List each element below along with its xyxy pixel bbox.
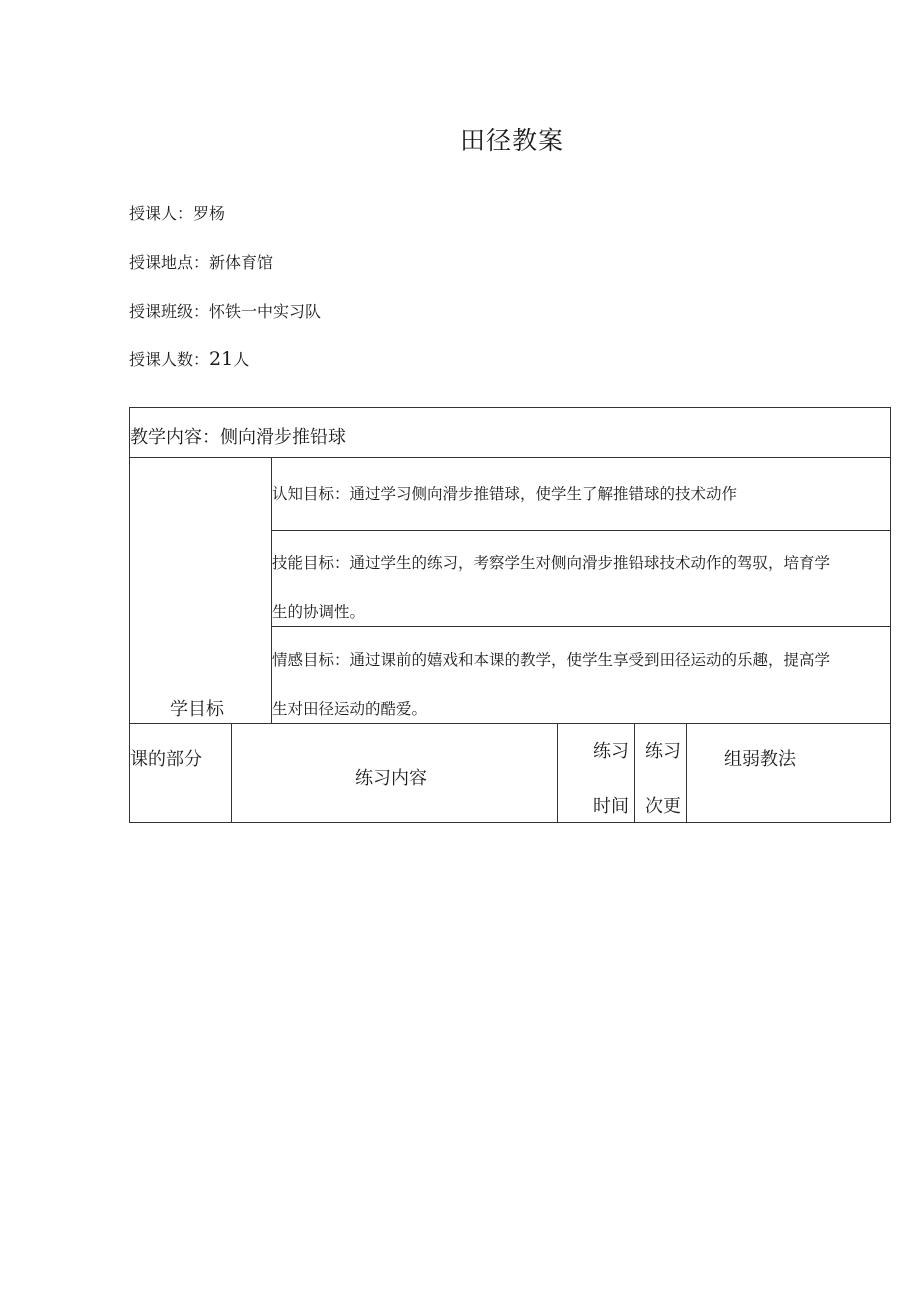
table-border-bottom (129, 822, 891, 823)
header-exercise-time-line2: 时间 (593, 796, 629, 817)
goal-affective (272, 636, 892, 734)
header-exercise-reps-line2: 次更 (645, 796, 681, 817)
header-column-divider (634, 723, 635, 823)
teacher-line (129, 201, 225, 224)
location-label: 授课地点： (129, 253, 210, 272)
goal-skill-line1: 技能目标：通过学生的练习，考察学生对侧向滑步推铅球技术动作的驾驭，培育学 (272, 554, 831, 572)
teacher-value: 罗杨 (193, 204, 226, 223)
teacher-label: 授课人： (129, 204, 194, 223)
count-label: 授课人数： (129, 350, 210, 369)
goal-affective-line2: 生对田径运动的酷爱。 (272, 700, 428, 718)
goal-affective-line1: 情感目标：通过课前的嬉戏和本课的教学，使学生享受到田径运动的乐趣，提高学 (272, 651, 831, 669)
header-lesson-part: 课的部分 (130, 749, 202, 770)
count-unit: 人 (233, 350, 250, 369)
header-exercise-content: 练习内容 (355, 768, 427, 789)
goal-cognitive-text: 认知目标：通过学习侧向滑步推错球，使学生了解推错球的技术动作 (272, 485, 738, 503)
location-value: 新体育馆 (209, 253, 274, 272)
count-line (129, 347, 249, 370)
header-column-divider (686, 723, 687, 823)
goal-cognitive (272, 470, 892, 519)
header-teaching-method: 组弱教法 (724, 749, 796, 770)
header-column-divider (231, 723, 232, 823)
table-row-divider (129, 457, 891, 458)
header-column-divider (557, 723, 558, 823)
class-line (129, 299, 321, 322)
class-value: 怀铁一中实习队 (209, 302, 322, 321)
goal-skill-line2: 生的协调性。 (272, 603, 366, 621)
location-line (129, 250, 273, 273)
table-border-top (129, 407, 891, 408)
goal-divider (271, 530, 891, 531)
count-value: 21 (209, 348, 234, 370)
goals-label: 学目标 (170, 699, 224, 720)
header-exercise-time-line1: 练习 (593, 741, 629, 762)
header-exercise-reps-line1: 练习 (645, 741, 681, 762)
document-title: 田径教案 (459, 126, 564, 155)
goal-skill (272, 539, 892, 637)
class-label: 授课班级： (129, 302, 210, 321)
teaching-content-cell: 教学内容：侧向滑步推铅球 (130, 427, 346, 448)
